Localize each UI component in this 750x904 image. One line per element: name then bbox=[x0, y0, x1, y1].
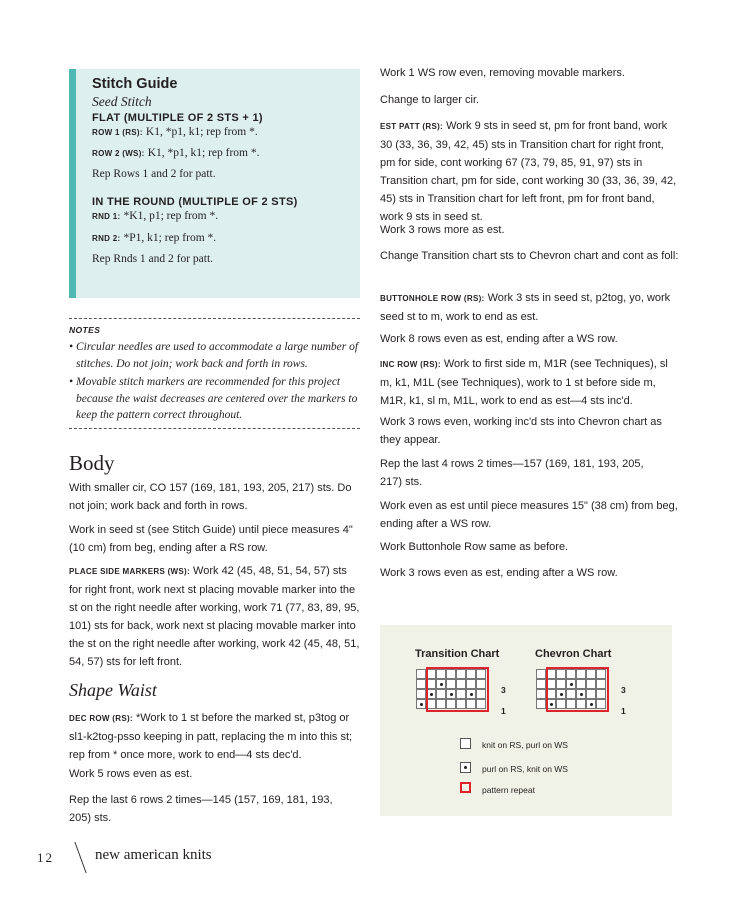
legend-purl-text: purl on RS, knit on WS bbox=[482, 764, 568, 774]
chevron-chart-cell bbox=[536, 699, 546, 709]
transition-row-label-1: 1 bbox=[501, 706, 506, 716]
chevron-chart-cell bbox=[536, 689, 546, 699]
body-paragraph-2: Work in seed st (see Stitch Guide) until piece measures 4" (10 cm) from beg, ending after a RS row. bbox=[69, 524, 353, 554]
note-item: • Movable stitch markers are recommended for this project because the waist decreases are centered over the markers to keep the pattern correct throughout. bbox=[69, 374, 361, 424]
transition-row-label-3: 3 bbox=[501, 685, 506, 695]
chevron-chart-cell bbox=[536, 669, 546, 679]
dec-row-label: DEC ROW (RS): bbox=[69, 714, 133, 723]
transition-repeat-box bbox=[426, 667, 489, 712]
est-patt-text: Work 9 sts in seed st, pm for front band, work 30 (33, 36, 39, 42, 45) sts in Transition chart for right front, pm for side, cont working 67 (73, 79, 85, 91, 97) sts in Transition chart, pm for side, cont working 30 (33, 36, 39, 42, 45) sts in Transition chart for left front, pm for front band, work 9 sts in seed st. bbox=[380, 120, 677, 223]
inc-row-text: Work to first side m, M1R (see Techniques), sl m, k1, M1L (see Techniques), work to 1 st before side m, M1R, k1, sl m, M1L, work to end as est—4 sts inc'd. bbox=[380, 358, 668, 407]
notes-top-divider bbox=[69, 318, 360, 319]
notes-heading: NOTES bbox=[69, 325, 101, 335]
right-paragraph-10: Rep the last 4 rows 2 times—157 (169, 181, 193, 205, 217) sts. bbox=[380, 458, 644, 488]
purl-dot-icon bbox=[420, 703, 423, 706]
chevron-chart-title: Chevron Chart bbox=[535, 648, 612, 660]
note-text: Circular needles are used to accommodate a large number of stitches. Do not join; work back and forth in rows. bbox=[76, 341, 359, 370]
place-side-markers-text: Work 42 (45, 48, 51, 54, 57) sts for right front, work next st placing movable marker into the st on the right needle after working, work 71 (77, 83, 89, 95, 101) sts for back, work next st placing movable marker into the st on the right needle after working, work 42 (45, 48, 51, 54, 57) sts for left front. bbox=[69, 565, 360, 668]
transition-chart-cell bbox=[416, 689, 426, 699]
right-paragraph-13: Work 3 rows even as est, ending after a WS row. bbox=[380, 567, 618, 579]
note-item: • Circular needles are used to accommodate a large number of stitches. Do not join; work back and forth in rows. bbox=[69, 339, 361, 373]
buttonhole-row-label: BUTTONHOLE ROW (RS): bbox=[380, 294, 485, 303]
chevron-row-label-3: 3 bbox=[621, 685, 626, 695]
right-paragraph-5: Change Transition chart sts to Chevron chart and cont as foll: bbox=[380, 250, 679, 262]
right-paragraph-7: Work 8 rows even as est, ending after a WS row. bbox=[380, 333, 618, 345]
chevron-chart-cell bbox=[536, 679, 546, 689]
stitch-guide-subtitle: Seed Stitch bbox=[92, 94, 152, 109]
buttonhole-row-text: Work 3 sts in seed st, p2tog, yo, work seed st to m, work to end as est. bbox=[380, 292, 671, 323]
page-number: 12 bbox=[37, 850, 54, 865]
row2-label: ROW 2 (WS): bbox=[92, 149, 145, 158]
rep-flat-text: Rep Rows 1 and 2 for patt. bbox=[92, 168, 216, 180]
right-paragraph-2: Change to larger cir. bbox=[380, 94, 480, 106]
round-heading: IN THE ROUND (MULTIPLE OF 2 STS) bbox=[92, 196, 298, 208]
rnd1-label: RND 1: bbox=[92, 212, 121, 221]
rnd2-text: *P1, k1; rep from *. bbox=[123, 232, 217, 244]
rnd2-label: RND 2: bbox=[92, 234, 121, 243]
purl-symbol-icon bbox=[460, 762, 471, 773]
row1-label: ROW 1 (RS): bbox=[92, 128, 143, 137]
inc-row-paragraph bbox=[380, 355, 680, 410]
shape-waist-paragraph-2: Work 5 rows even as est. bbox=[69, 768, 193, 780]
rnd2-line bbox=[92, 232, 216, 244]
legend-knit-text: knit on RS, purl on WS bbox=[482, 740, 568, 750]
dec-row-text: *Work to 1 st before the marked st, p3tog or sl1-k2tog-psso keeping in patt, replacing the m into this st; rep from * once more, work to end—4 sts dec'd. bbox=[69, 712, 353, 761]
stitch-guide-accent-bar bbox=[69, 69, 76, 298]
chart-box bbox=[380, 625, 672, 816]
shape-waist-paragraph-3: Rep the last 6 rows 2 times—145 (157, 169, 181, 193, 205) sts. bbox=[69, 794, 333, 824]
right-paragraph-12: Work Buttonhole Row same as before. bbox=[380, 541, 569, 553]
notes-bottom-divider bbox=[69, 428, 360, 429]
chevron-repeat-box bbox=[546, 667, 609, 712]
body-heading: Body bbox=[69, 451, 115, 475]
legend-repeat-text: pattern repeat bbox=[482, 785, 535, 795]
chevron-row-label-1: 1 bbox=[621, 706, 626, 716]
row1-line bbox=[92, 126, 258, 138]
publication-title: new american knits bbox=[95, 847, 212, 863]
right-paragraph-1: Work 1 WS row even, removing movable markers. bbox=[380, 67, 625, 79]
transition-chart-cell bbox=[416, 699, 426, 709]
dec-row-paragraph bbox=[69, 709, 362, 764]
transition-chart-cell bbox=[416, 669, 426, 679]
est-patt-paragraph bbox=[380, 117, 680, 226]
knit-symbol-icon bbox=[460, 738, 471, 749]
right-paragraph-11: Work even as est until piece measures 15" (38 cm) from beg, ending after a WS row. bbox=[380, 500, 678, 530]
row1-text: K1, *p1, k1; rep from *. bbox=[145, 126, 258, 138]
row2-text: K1, *p1, k1; rep from *. bbox=[147, 147, 260, 159]
rnd1-line bbox=[92, 210, 218, 222]
rnd1-text: *K1, p1; rep from *. bbox=[123, 210, 219, 222]
body-paragraph-3 bbox=[69, 562, 362, 671]
transition-chart-cell bbox=[416, 679, 426, 689]
rep-round-text: Rep Rnds 1 and 2 for patt. bbox=[92, 253, 214, 265]
repeat-symbol-icon bbox=[460, 782, 471, 793]
note-text: Movable stitch markers are recommended for this project because the waist decreases are centered over the markers to keep the pattern correct throughout. bbox=[76, 376, 358, 421]
right-paragraph-9: Work 3 rows even, working inc'd sts into Chevron chart as they appear. bbox=[380, 416, 662, 446]
footer-slash-divider bbox=[74, 842, 86, 873]
row2-line bbox=[92, 147, 259, 159]
body-paragraph-1: With smaller cir, CO 157 (169, 181, 193, 205, 217) sts. Do not join; work back and forth in rows. bbox=[69, 482, 352, 512]
inc-row-label: INC ROW (RS): bbox=[380, 360, 441, 369]
buttonhole-row-paragraph bbox=[380, 289, 680, 326]
place-side-markers-label: PLACE SIDE MARKERS (WS): bbox=[69, 567, 190, 576]
est-patt-label: EST PATT (RS): bbox=[380, 122, 444, 131]
right-paragraph-4: Work 3 rows more as est. bbox=[380, 224, 505, 236]
stitch-guide-title: Stitch Guide bbox=[92, 76, 178, 92]
shape-waist-heading: Shape Waist bbox=[69, 680, 157, 700]
flat-heading: FLAT (MULTIPLE OF 2 STS + 1) bbox=[92, 112, 263, 124]
transition-chart-title: Transition Chart bbox=[415, 648, 500, 660]
stitch-guide-box bbox=[69, 69, 360, 298]
